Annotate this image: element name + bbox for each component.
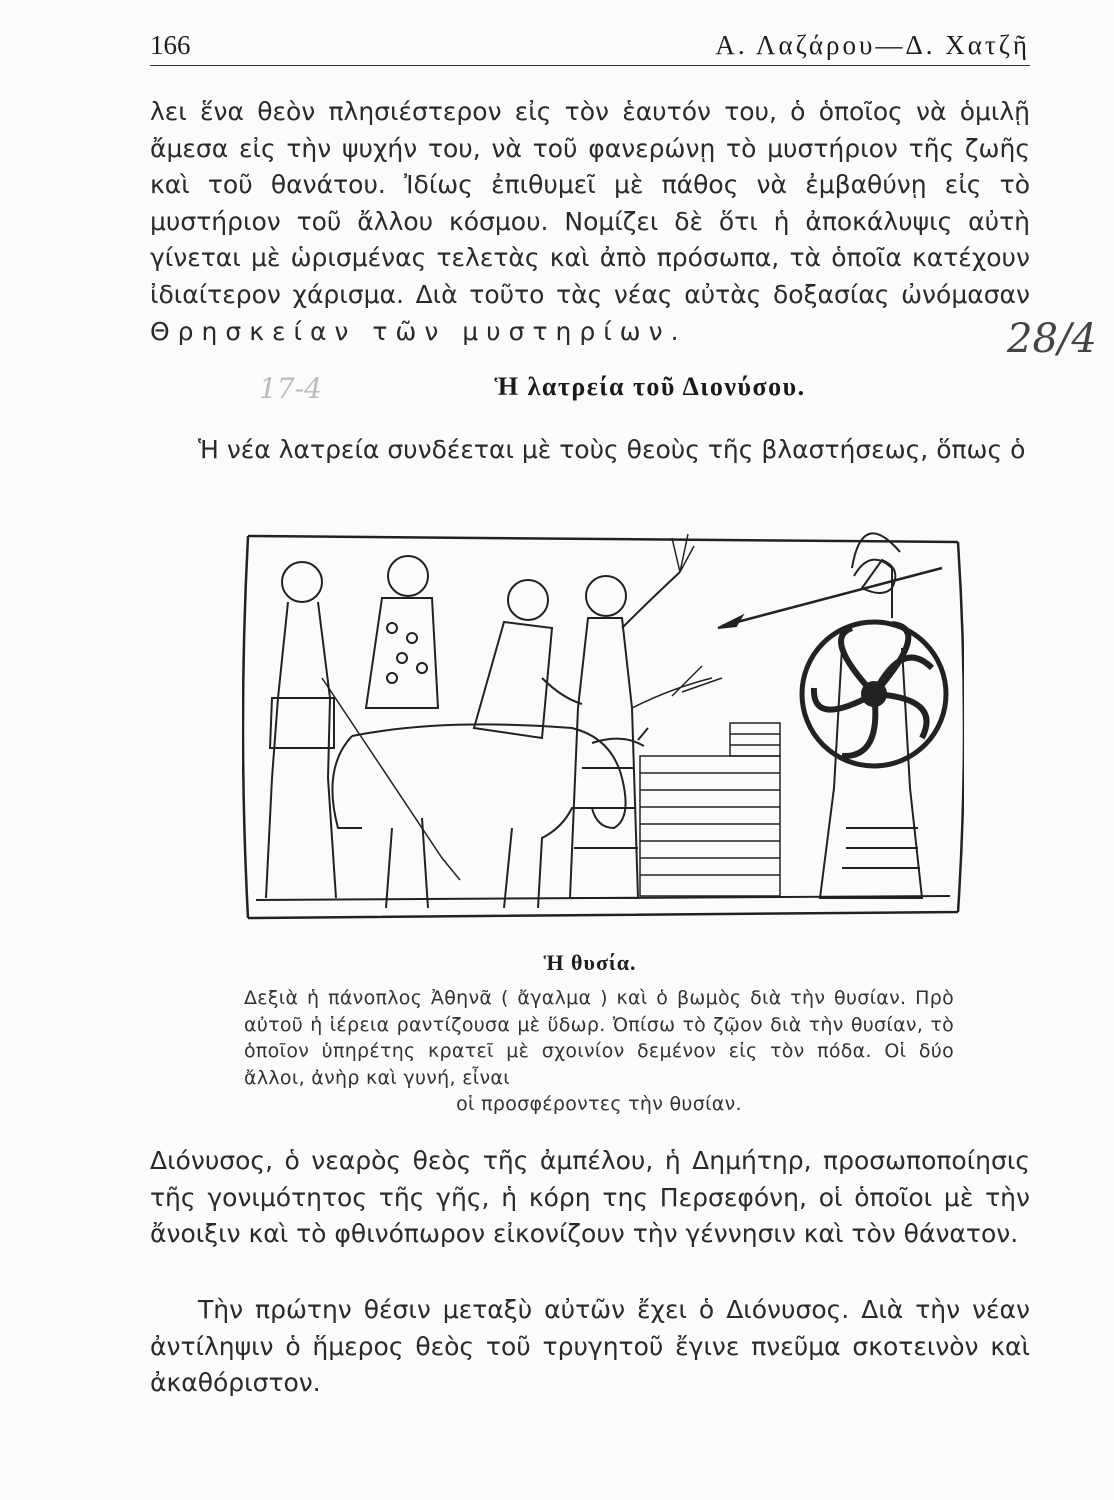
paragraph-4: Τὴν πρώτην θέσιν μεταξὺ αὐτῶν ἔχει ὁ Διόνυσος. Διὰ τὴν νέαν ἀντίληψιν ὁ ἥμερος θεὸς τοῦ τρυγητοῦ ἔγινε πνεῦμα σκοτεινὸν καὶ ἀκαθόριστον. xyxy=(150,1295,1030,1398)
priestess-figure xyxy=(570,534,722,898)
offering-man-figure xyxy=(474,580,582,738)
section-heading: Ἡ λατρεία τοῦ Διονύσου. xyxy=(494,372,806,401)
vase-illustration xyxy=(242,528,964,926)
pencil-mark xyxy=(255,362,365,412)
spear xyxy=(718,568,942,628)
paragraph-3: Διόνυσος, ὁ νεαρὸς θεὸς τῆς ἀμπέλου, ἡ Δημήτηρ, προσωποποίησις τῆς γονιμότητος τῆς γῆς, ἡ κόρη της Περσεφόνη, οἱ ὁποῖοι μὲ τὴν ἄνοιξιν καὶ τὸ φθινόπωρον εἰκονίζουν τὴν γέννησιν καὶ τὸν θάνατον. xyxy=(150,1146,1030,1249)
spaced-term: Θρησκείαν τῶν μυστηρίων. xyxy=(150,316,687,346)
header-rule xyxy=(150,65,1030,66)
illustration-frame xyxy=(243,536,964,918)
handwritten-margin-text: 28/4 xyxy=(1007,316,1097,362)
paragraph-1 xyxy=(150,94,1030,350)
handwritten-margin-mark xyxy=(1005,296,1105,366)
servant-figure xyxy=(266,562,460,898)
pencil-mark-text: 17-4 xyxy=(259,372,322,405)
offering-woman-figure xyxy=(366,556,438,708)
page-header xyxy=(150,22,1030,62)
figure-caption-last: οἱ προσφέροντες τὴν θυσίαν. xyxy=(456,1093,742,1116)
paragraph-2: Ἡ νέα λατρεία συνδέεται μὲ τοὺς θεοὺς τῆς βλαστήσεως, ὅπως ὁ xyxy=(198,435,1026,464)
altar xyxy=(640,723,780,896)
page-number: 166 xyxy=(150,30,191,60)
paragraph-1-text: λει ἕνα θεὸν πλησιέστερον εἰς τὸν ἑαυτόν του, ὁ ὁποῖος νὰ ὁμιλῇ ἄμεσα εἰς τὴν ψυχήν του, νὰ τοῦ φανερώνῃ τὸ μυστήριον τῆς ζωῆς καὶ τοῦ θανάτου. Ἰδίως ἐπιθυμεῖ μὲ πάθος νὰ ἐμβαθύνῃ εἰς τὸ μυστήριον τοῦ ἄλλου κόσμου. Νομίζει δὲ ὅτι ἡ ἀποκάλυψις αὐτὴ γίνεται μὲ ὡρισμένας τελετὰς καὶ ἀπὸ πρόσωπα, τὰ ὁποῖα κατέχουν ἰδιαίτερον χάρισμα. Διὰ τοῦτο τὰς νέας αὐτὰς δοξασίας ὠνόμασαν xyxy=(150,97,1030,309)
shield xyxy=(802,622,946,766)
figure-title: Ἡ θυσία. xyxy=(543,950,637,975)
figure-caption-main: Δεξιὰ ἡ πάνοπλος Ἀθηνᾶ ( ἄγαλμα ) καὶ ὁ βωμὸς διὰ τὴν θυσίαν. Πρὸ αὐτοῦ ἡ ἱέρεια ραντίζουσα μὲ ὕδωρ. Ὀπίσω τὸ ζῷον διὰ τὴν θυσίαν, τὸ ὁποῖον ὑπηρέτης κρατεῖ μὲ σχοινίον δεμένον εἰς τὸν πόδα. Οἱ δύο ἄλλοι, ἀνὴρ καὶ γυνή, εἶναι xyxy=(244,987,954,1089)
running-head-authors: Α. Λαζάρου—Δ. Χατζῆ xyxy=(715,30,1030,60)
figure-caption xyxy=(244,985,954,1118)
sacrificial-bull xyxy=(332,724,648,908)
athena-figure xyxy=(820,533,922,898)
